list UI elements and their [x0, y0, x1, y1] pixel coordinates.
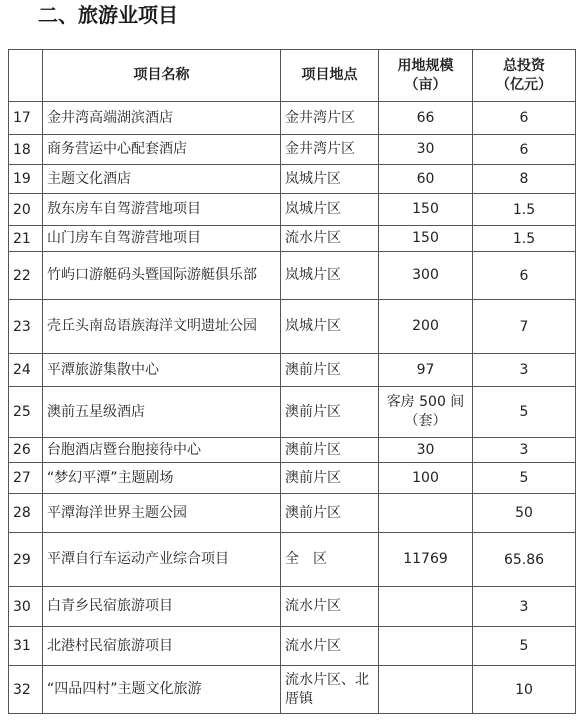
table-row	[9, 226, 576, 252]
row-investment: 1.5	[473, 194, 576, 226]
row-location: 流水片区	[281, 226, 379, 252]
row-no: 18	[9, 135, 43, 165]
row-no: 24	[9, 354, 43, 387]
row-name: 白青乡民宿旅游项目	[43, 587, 281, 627]
row-location: 澳前片区	[281, 494, 379, 533]
table-row	[9, 494, 576, 533]
row-no: 23	[9, 300, 43, 354]
row-area: 200	[379, 300, 473, 354]
row-no: 28	[9, 494, 43, 533]
row-no: 21	[9, 226, 43, 252]
row-location: 澳前片区	[281, 438, 379, 463]
header-investment-line2: （亿元）	[496, 76, 552, 93]
header-area-line1: 用地规模	[397, 57, 454, 74]
row-investment: 5	[473, 627, 576, 666]
row-name: 主题文化酒店	[43, 165, 281, 194]
row-area	[379, 666, 473, 714]
row-area	[379, 627, 473, 666]
row-location: 流水片区	[281, 627, 379, 666]
row-location: 澳前片区	[281, 463, 379, 494]
row-area: 60	[379, 165, 473, 194]
row-investment: 10	[473, 666, 576, 714]
row-name: 平潭海洋世界主题公园	[43, 494, 281, 533]
table-row	[9, 387, 576, 438]
row-area: 30	[379, 135, 473, 165]
row-name: 壳丘头南岛语族海洋文明遗址公园	[43, 300, 281, 354]
row-investment: 1.5	[473, 226, 576, 252]
row-no: 19	[9, 165, 43, 194]
table-row	[9, 533, 576, 587]
row-no: 22	[9, 252, 43, 300]
row-area: 150	[379, 194, 473, 226]
row-no: 32	[9, 666, 43, 714]
header-area-line2: （亩）	[404, 76, 447, 93]
row-location: 岚城片区	[281, 252, 379, 300]
tourism-projects-table	[8, 49, 576, 714]
row-name: 台胞酒店暨台胞接待中心	[43, 438, 281, 463]
row-name: 金井湾高端湖滨酒店	[43, 102, 281, 135]
row-location: 金井湾片区	[281, 135, 379, 165]
table-row	[9, 438, 576, 463]
row-name: 商务营运中心配套酒店	[43, 135, 281, 165]
row-area: 11769	[379, 533, 473, 587]
row-area	[379, 587, 473, 627]
row-name: 澳前五星级酒店	[43, 387, 281, 438]
table-row	[9, 354, 576, 387]
row-name: 平潭旅游集散中心	[43, 354, 281, 387]
row-location: 岚城片区	[281, 194, 379, 226]
row-name: “梦幻平潭”主题剧场	[43, 463, 281, 494]
header-no	[9, 50, 43, 102]
row-location: 澳前片区	[281, 387, 379, 438]
row-location: 流水片区、北厝镇	[281, 666, 379, 714]
row-name: 山门房车自驾游营地项目	[43, 226, 281, 252]
header-area	[379, 50, 473, 102]
row-no: 26	[9, 438, 43, 463]
header-location: 项目地点	[281, 50, 379, 102]
table-row	[9, 135, 576, 165]
row-investment: 6	[473, 102, 576, 135]
row-investment: 5	[473, 463, 576, 494]
table-row	[9, 463, 576, 494]
table-row	[9, 300, 576, 354]
row-investment: 5	[473, 387, 576, 438]
row-name: 北港村民宿旅游项目	[43, 627, 281, 666]
header-name: 项目名称	[43, 50, 281, 102]
row-area: 100	[379, 463, 473, 494]
row-name: 竹屿口游艇码头暨国际游艇俱乐部	[43, 252, 281, 300]
row-location: 岚城片区	[281, 300, 379, 354]
header-investment-line1: 总投资	[503, 57, 545, 74]
row-area: 300	[379, 252, 473, 300]
row-name: 敖东房车自驾游营地项目	[43, 194, 281, 226]
table-row	[9, 252, 576, 300]
table-row	[9, 194, 576, 226]
table-row	[9, 165, 576, 194]
row-location: 全 区	[281, 533, 379, 587]
header-investment	[473, 50, 576, 102]
row-investment: 7	[473, 300, 576, 354]
row-no: 20	[9, 194, 43, 226]
row-investment: 50	[473, 494, 576, 533]
header-row	[9, 50, 576, 102]
row-location: 澳前片区	[281, 354, 379, 387]
table-row	[9, 666, 576, 714]
row-area: 客房 500 间（套）	[379, 387, 473, 438]
table-row	[9, 102, 576, 135]
row-no: 17	[9, 102, 43, 135]
row-area	[379, 494, 473, 533]
row-name: “四品四村”主题文化旅游	[43, 666, 281, 714]
row-no: 25	[9, 387, 43, 438]
table-row	[9, 627, 576, 666]
row-area: 97	[379, 354, 473, 387]
section-title: 二、旅游业项目	[38, 3, 178, 27]
row-investment: 3	[473, 354, 576, 387]
row-no: 27	[9, 463, 43, 494]
table-row	[9, 587, 576, 627]
row-investment: 6	[473, 252, 576, 300]
row-area: 66	[379, 102, 473, 135]
row-location: 岚城片区	[281, 165, 379, 194]
row-no: 29	[9, 533, 43, 587]
row-location: 流水片区	[281, 587, 379, 627]
row-investment: 3	[473, 438, 576, 463]
row-area: 30	[379, 438, 473, 463]
row-no: 30	[9, 587, 43, 627]
row-investment: 3	[473, 587, 576, 627]
row-location: 金井湾片区	[281, 102, 379, 135]
row-investment: 65.86	[473, 533, 576, 587]
row-investment: 6	[473, 135, 576, 165]
row-investment: 8	[473, 165, 576, 194]
row-name: 平潭自行车运动产业综合项目	[43, 533, 281, 587]
row-area: 150	[379, 226, 473, 252]
row-no: 31	[9, 627, 43, 666]
